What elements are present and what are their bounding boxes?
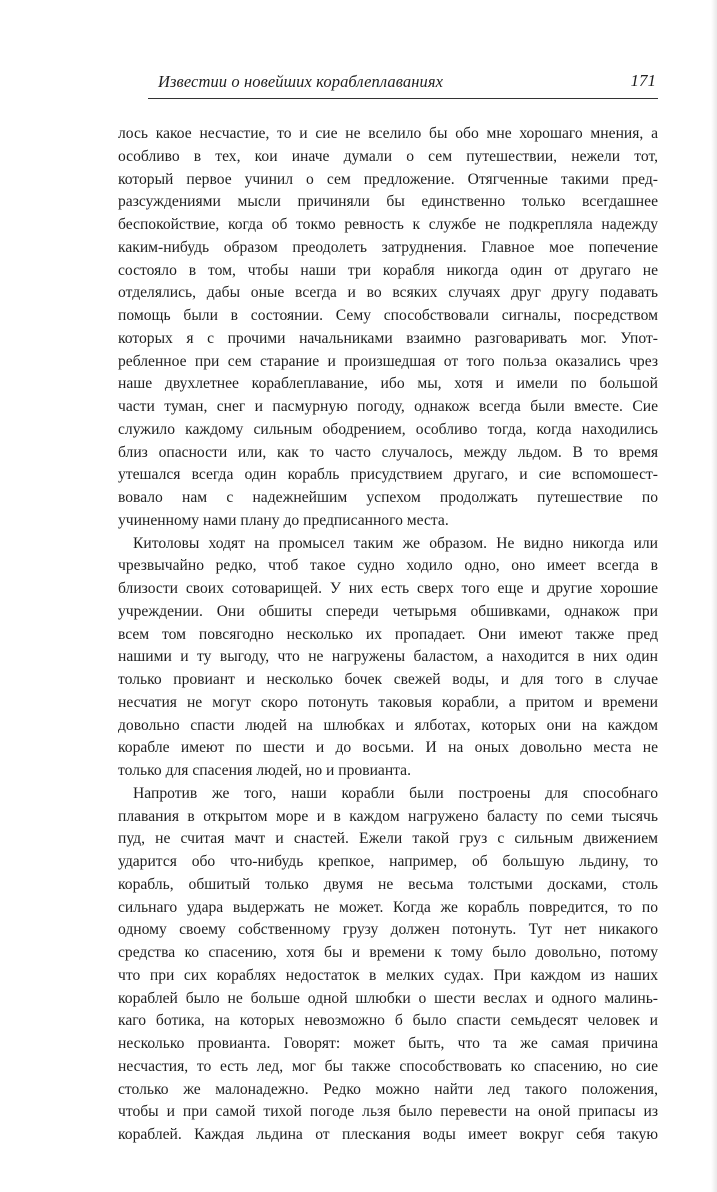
text-line: что при сих кораблях недостаток в мелких судах. При каждом из наших <box>118 966 658 984</box>
text-line: беспокойствие, когда об токмо ревность к службе не подкрепляла надежду <box>118 216 658 233</box>
text-line: ударится обо что-нибудь крепкое, например, об большую льдину, то <box>118 853 658 870</box>
body-text <box>118 123 658 1147</box>
text-line: части туман, снег и пасмурную погоду, однакож всегда были вместе. Сие <box>118 398 658 415</box>
text-line: только для спасения людей, но и провианта. <box>118 762 411 779</box>
paragraph-1 <box>118 123 658 533</box>
text-line: ребленное при сем старание и произшедшая от того польза оказались чрез <box>118 352 658 370</box>
page-edge-shadow <box>711 0 717 1192</box>
text-line: сильнаго удара выдержать не может. Когда же корабль повредится, то по <box>118 898 658 916</box>
text-line: утешался всегда один корабль присудствием другаго, и сие вспомошест- <box>118 466 658 484</box>
text-line: Напротив же того, наши корабли были построены для способнаго <box>133 784 658 802</box>
text-line: чрезвычайно редко, чтоб такое судно ходило одно, оно имеет всегда в <box>118 557 658 575</box>
text-line: наше двухлетнее кораблеплавание, ибо мы, хотя и имели по большой <box>118 375 658 393</box>
text-line: нашими и ту выгоду, что не нагружены баластом, а находится в них один <box>118 648 658 666</box>
running-title: Известии о новейших кораблеплаваниях <box>158 72 444 91</box>
text-line: пуд, не считая мачт и снастей. Ежели такой груз с сильным движением <box>118 830 658 848</box>
text-line: всем том повсягодно несколько их пропадает. Они имеют также пред <box>118 625 658 643</box>
text-line: особливо в тех, кои иначе думали о сем путешествии, нежели тот, <box>118 147 658 165</box>
text-line: учреждении. Они обшиты спереди четырьмя обшивками, однакож при <box>118 602 658 620</box>
text-line: плавания в открытом море и в каждом нагружено баласту по семи тысячь <box>118 807 658 825</box>
text-line: кораблей. Каждая льдина от плескания воды имеет вокруг себя такую <box>118 1126 658 1143</box>
text-line: средства ко спасению, хотя бы и времени к тому было довольно, потому <box>118 944 658 961</box>
text-line: лось какое несчастие, то и сие не вселило бы обо мне хорошаго мнения, а <box>118 125 658 142</box>
text-line: чтобы и при самой тихой погоде льзя было перевести на оной припасы из <box>118 1103 658 1121</box>
text-line: каго ботика, на которых невозможно б было спасти семьдесят человек и <box>118 1012 658 1030</box>
text-line: довольно спасти людей на шлюбках и ялботах, которых они на каждом <box>118 716 658 734</box>
text-line: вовало нам с надежнейшим успехом продолжать путешествие по <box>118 489 658 506</box>
text-line: отделялись, дабы оные всегда и во всяких случаях друг другу подавать <box>118 284 658 302</box>
text-line: которых я с прочими начальниками взаимно разговаривать мог. Упот- <box>118 329 658 347</box>
text-line: несколько провианта. Говорят: может быть, что та же самая причина <box>118 1035 658 1052</box>
text-line: разсуждениями мысли причиняли бы единственно только всегдашнее <box>118 193 658 211</box>
text-line: каким-нибудь образом преодолеть затруднения. Главное мое попечение <box>118 238 658 256</box>
text-line: служило каждому сильным ободрением, особливо тогда, когда находились <box>118 420 658 438</box>
paragraph-3 <box>118 783 658 1147</box>
page-number: 171 <box>630 71 656 90</box>
text-line: несчатия не могут скоро потонуть таковыя корабли, а притом и времени <box>118 693 658 711</box>
text-line: несчастия, то есть лед, мог бы также способствовать ко спасению, но сие <box>118 1057 658 1075</box>
text-line: помощь были в состоянии. Сему способствовали сигналы, посредством <box>118 307 658 324</box>
text-line: который первое учинил о сем предложение. Отягченные такими пред- <box>118 170 658 188</box>
paragraph-2 <box>118 533 658 783</box>
text-line: близ опасности или, как то часто случалось, между льдом. В то время <box>118 443 658 461</box>
text-line: Китоловы ходят на промысел таким же образом. Не видно никогда или <box>133 534 658 552</box>
text-line: близости своих сотоварищей. У них есть сверх того еще и другие хорошие <box>118 580 658 597</box>
text-line: только провиант и несколько бочек свежей воды, и для того в случае <box>118 671 658 688</box>
running-head <box>148 68 658 96</box>
header-rule <box>148 98 658 99</box>
text-line: корабле имеют по шести и до восьми. И на оных довольно места не <box>118 739 658 757</box>
text-line: корабль, обшитый только двумя не весьма толстыми досками, столь <box>118 875 658 893</box>
text-line: столько же малонадежно. Редко можно найти лед такого положения, <box>118 1080 658 1098</box>
text-line: состояло в том, чтобы наши три корабля никогда один от другаго не <box>118 261 658 279</box>
text-line: кораблей было не больше одной шлюбки о шести веслах и одного малинь- <box>118 989 658 1007</box>
text-line: учиненному нами плану до предписанного места. <box>118 511 449 529</box>
text-line: одному своему собственному грузу должен потонуть. Тут нет никакого <box>118 921 658 939</box>
